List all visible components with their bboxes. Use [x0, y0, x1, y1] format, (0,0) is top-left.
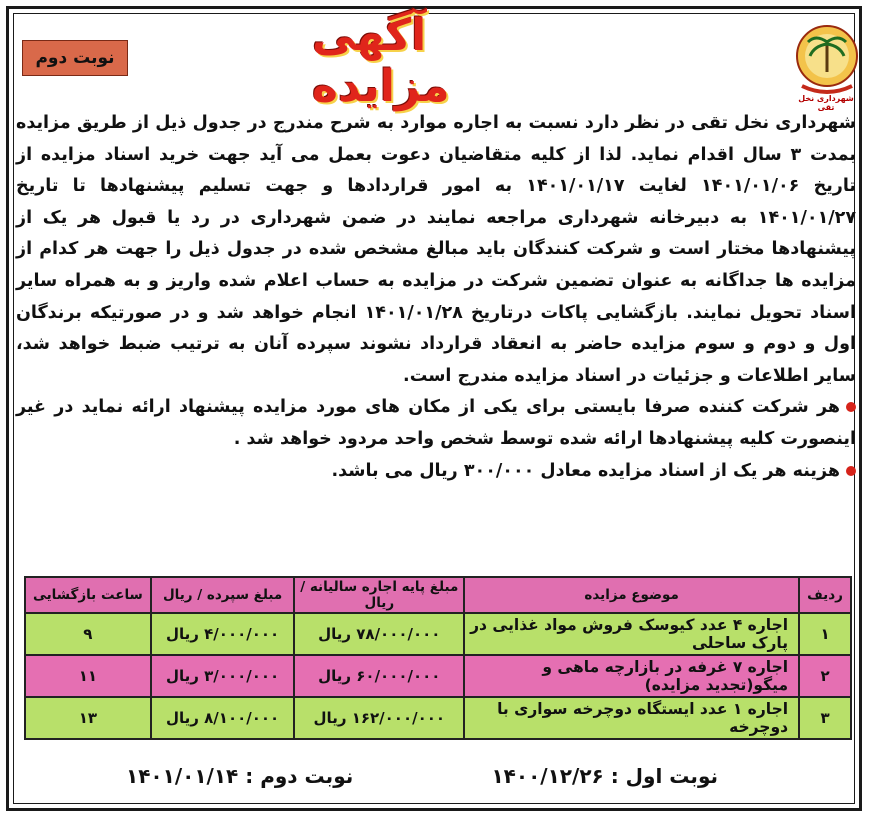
- cell-base-rent: ۱۶۲/۰۰۰/۰۰۰ ریال: [294, 697, 464, 739]
- cell-base-rent: ۶۰/۰۰۰/۰۰۰ ریال: [294, 655, 464, 697]
- bullet-item: [16, 392, 856, 455]
- cell-deposit: ۴/۰۰۰/۰۰۰ ریال: [151, 613, 295, 655]
- auction-table: [24, 576, 852, 740]
- bullet-text: هزینه هر یک از اسناد مزایده معادل ۳۰۰/۰۰۰ ریال می باشد.: [331, 460, 840, 481]
- ad-title: آگهی مزایده: [312, 10, 450, 112]
- header-base-rent: مبلغ پایه اجاره سالیانه / ریال: [294, 577, 464, 613]
- ad-paragraph: شهرداری نخل تقی در نظر دارد نسبت به اجاره موارد به شرح مندرج در جدول ذیل از طریق مزایده بمدت ۳ سال اقدام نماید. لذا از کلیه متقاضیان دعوت بعمل می آید جهت خرید اسناد مزایده از تاریخ ۱۴۰۱/۰۱/۰۶ لغایت ۱۴۰۱/۰۱/۱۷ به امور قراردادها و جهت تسلیم پیشنهادها تا تاریخ ۱۴۰۱/۰۱/۲۷ به دبیرخانه شهرداری مراجعه نمایند در ضمن شهرداری در رد یا قبول هر یک از پیشنهادها مختار است و شرکت کنندگان باید مبالغ مشخص شده در جدول ذیل را جهت هر کدام از مزایده ها جداگانه به عنوان تضمین شرکت در مزایده به حساب اعلام شده واریز و به همراه سایر اسناد تحویل نمایند. بازگشایی پاکات درتاریخ ۱۴۰۱/۰۱/۲۸ انجام خواهد شد و در صورتیکه برندگان اول و دوم و سوم مزایده حاضر به انعقاد قرارداد نشوند سپرده آنان به ترتیب ضبط خواهد شد، سایر اطلاعات و جزئیات در اسناد مزایده مندرج است.: [16, 113, 856, 386]
- header-deposit: مبلغ سپرده / ریال: [151, 577, 295, 613]
- cell-row-number: ۲: [799, 655, 851, 697]
- bullet-text: هر شرکت کننده صرفا بایستی برای یکی از مکان های مورد مزایده پیشنهاد ارائه نماید در غیر اینصورت کلیه پیشنهادها ارائه شده توسط شخص واحد مردود خواهد شد .: [16, 397, 856, 449]
- header-row-number: ردیف: [799, 577, 851, 613]
- cell-deposit: ۳/۰۰۰/۰۰۰ ریال: [151, 655, 295, 697]
- cell-row-number: ۱: [799, 613, 851, 655]
- ad-body: [16, 108, 856, 487]
- header-opening-hour: ساعت بازگشایی: [25, 577, 151, 613]
- table-header-row: [25, 577, 851, 613]
- bullet-item: [16, 456, 856, 488]
- cell-deposit: ۸/۱۰۰/۰۰۰ ریال: [151, 697, 295, 739]
- cell-subject: اجاره ۱ عدد ایستگاه دوچرخه سواری با دوچرخه: [464, 697, 799, 739]
- title-banner: [312, 10, 574, 112]
- bullet-dot-icon: [846, 466, 856, 476]
- cell-opening-hour: ۹: [25, 613, 151, 655]
- table-row: [25, 697, 851, 739]
- cell-subject: اجاره ۷ غرفه در بازارچه ماهی و میگو(تجدید مزایده): [464, 655, 799, 697]
- cell-subject: اجاره ۴ عدد کیوسک فروش مواد غذایی در پارک ساحلی: [464, 613, 799, 655]
- cell-base-rent: ۷۸/۰۰۰/۰۰۰ ریال: [294, 613, 464, 655]
- ad-footer: [16, 762, 858, 798]
- cell-opening-hour: ۱۱: [25, 655, 151, 697]
- table-row: [25, 655, 851, 697]
- header-subject: موضوع مزایده: [464, 577, 799, 613]
- second-notice-date: نوبت دوم : ۱۴۰۱/۰۱/۱۴: [126, 764, 354, 788]
- cell-row-number: ۳: [799, 697, 851, 739]
- cell-opening-hour: ۱۳: [25, 697, 151, 739]
- table-row: [25, 613, 851, 655]
- logo-caption: شهرداری نخل تقی: [798, 94, 854, 112]
- notice-round-badge: نوبت دوم: [22, 40, 128, 76]
- bullet-dot-icon: [846, 402, 856, 412]
- first-notice-date: نوبت اول : ۱۴۰۰/۱۲/۲۶: [491, 764, 718, 788]
